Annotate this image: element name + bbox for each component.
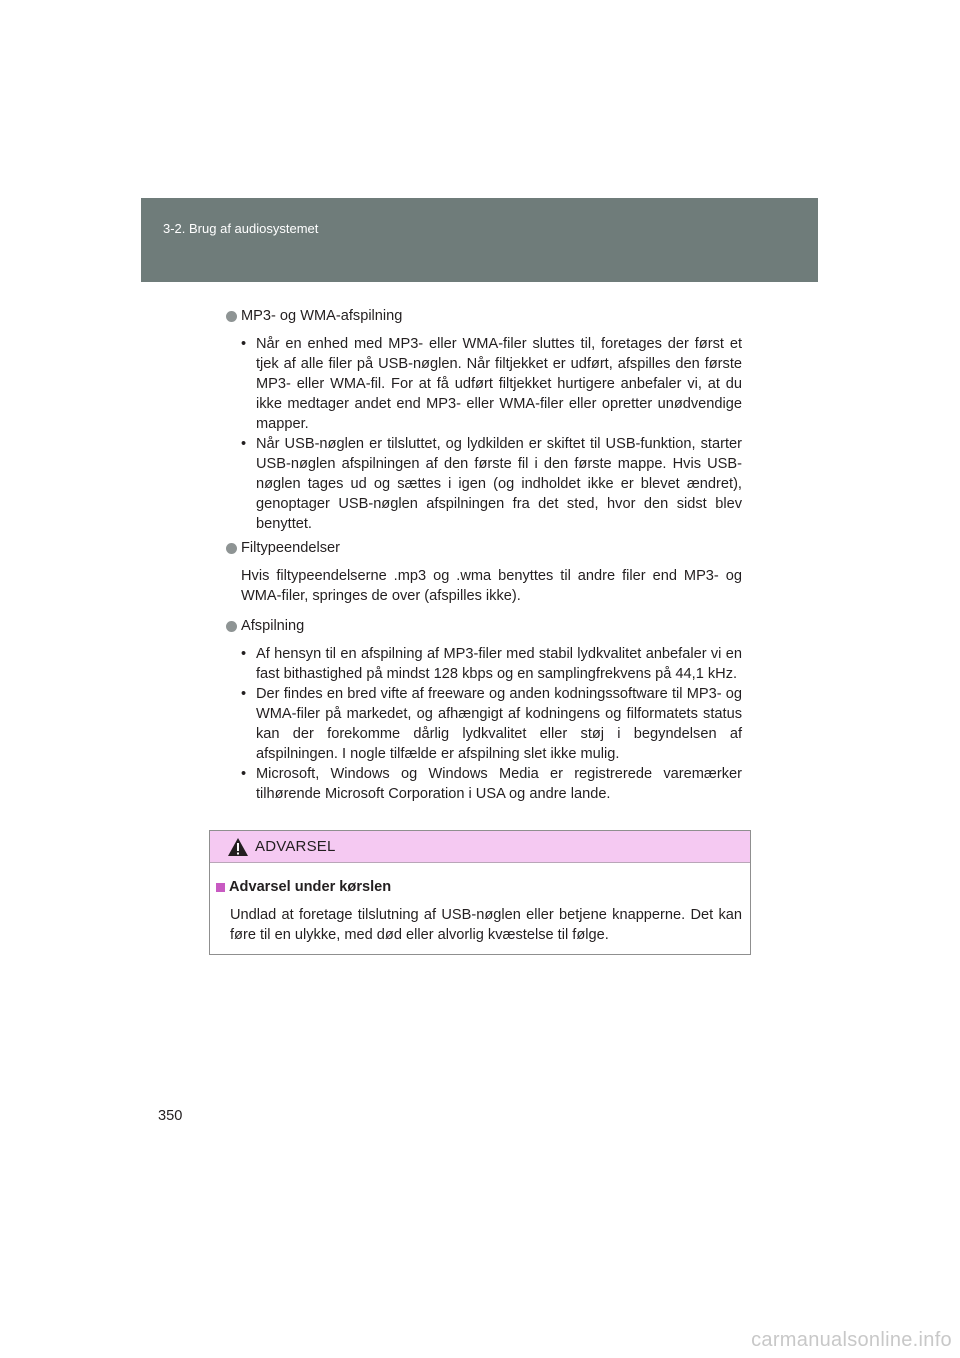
section-heading <box>226 616 742 636</box>
warning-body <box>210 863 750 945</box>
square-bullet-icon <box>216 883 225 892</box>
watermark: carmanualsonline.info <box>751 1329 952 1351</box>
main-content <box>226 306 742 804</box>
warning-triangle-icon <box>227 837 249 857</box>
warning-subheading <box>216 877 742 897</box>
section-heading-text: MP3- og WMA-afspilning <box>241 308 403 324</box>
chapter-title: 3-2. Brug af audiosystemet <box>163 221 319 236</box>
warning-header <box>210 831 750 863</box>
section-heading <box>226 306 742 326</box>
circle-bullet-icon <box>226 621 237 632</box>
warning-subheading-text: Advarsel under kørslen <box>229 879 392 895</box>
circle-bullet-icon <box>226 311 237 322</box>
warning-box <box>209 830 751 955</box>
list-item: • Når en enhed med MP3- eller WMA-filer sluttes til, foretages der først et tjek af alle filer på USB-nøglen. Når filtjekket er udført, afspilles den første MP3- eller WMA-fil. For at få udført filtjekket hurtigere anbefaler vi, at du ikke medtager andet end MP3- eller WMA-filer eller opretter unødvendige mapper. <box>256 334 742 434</box>
warning-text: Undlad at foretage tilslutning af USB-nøglen eller betjene knapperne. Det kan føre til en ulykke, med død eller alvorlig kvæstelse til følge. <box>230 907 742 943</box>
warning-title: ADVARSEL <box>255 838 336 855</box>
list-item: • Der findes en bred vifte af freeware og anden kodningssoftware til MP3- og WMA-filer på markedet, og afhængigt af kodningens og filformatets status kan der forekomme dårlig lydkvalitet eller støj i begyndelsen af afspilningen. I nogle tilfælde er afspilning slet ikke mulig. <box>256 684 742 764</box>
list-item: • Microsoft, Windows og Windows Media er registrerede varemærker tilhørende Microsoft Corporation i USA og andre lande. <box>256 764 742 804</box>
bullet-list <box>226 334 742 534</box>
page-number: 350 <box>158 1108 183 1124</box>
section-heading-text: Afspilning <box>241 618 305 634</box>
list-item: • Af hensyn til en afspilning af MP3-filer med stabil lydkvalitet anbefaler vi en fast bithastighed på mindst 128 kbps og en samplingfrekvens på 44,1 kHz. <box>256 644 742 684</box>
bullet-list <box>226 644 742 804</box>
section-heading-text: Filtypeendelser <box>241 540 340 556</box>
circle-bullet-icon <box>226 543 237 554</box>
chapter-header <box>141 198 818 282</box>
section-heading <box>226 538 742 558</box>
paragraph: Hvis filtypeendelserne .mp3 og .wma benyttes til andre filer end MP3- og WMA-filer, springes de over (afspilles ikke). <box>241 568 742 604</box>
list-item: • Når USB-nøglen er tilsluttet, og lydkilden er skiftet til USB-funktion, starter USB-nøglen afspilningen af den første fil i den første mappe. Hvis USB-nøglen tages ud og sættes i igen (og indholdet ikke er blevet ændret), genoptager USB-nøglen afspilningen fra det sted, hvor den sidst blev benyttet. <box>256 434 742 534</box>
